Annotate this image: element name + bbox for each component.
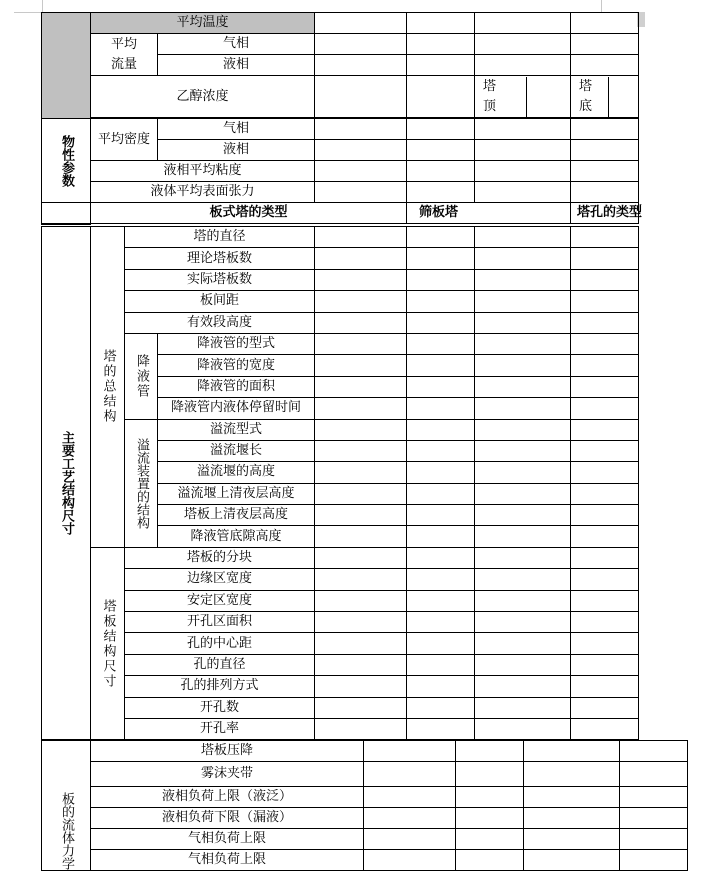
overflow-item: 塔板上清夜层高度 xyxy=(158,505,315,526)
cell[interactable] xyxy=(475,248,571,269)
cell[interactable] xyxy=(407,13,475,34)
cell[interactable] xyxy=(475,718,571,739)
liq-viscosity-label: 液相平均粘度 xyxy=(91,161,315,182)
plate-item: 孔的直径 xyxy=(125,654,315,675)
cell[interactable] xyxy=(620,741,688,762)
hydro-item: 塔板压降 xyxy=(91,741,364,762)
cell[interactable] xyxy=(475,569,571,590)
cell[interactable] xyxy=(524,741,620,762)
overall-label xyxy=(91,227,125,548)
cell[interactable] xyxy=(571,547,639,568)
cell[interactable] xyxy=(407,676,475,697)
cell[interactable] xyxy=(315,440,407,461)
hydro-table xyxy=(41,740,688,871)
cell[interactable] xyxy=(571,140,639,161)
cell[interactable] xyxy=(315,633,407,654)
cell[interactable] xyxy=(407,291,475,312)
cell[interactable] xyxy=(407,654,475,675)
cell[interactable] xyxy=(475,119,571,140)
cell[interactable] xyxy=(407,140,475,161)
cell[interactable] xyxy=(475,227,571,248)
cell[interactable] xyxy=(571,333,639,354)
cell[interactable] xyxy=(571,355,639,376)
hydro-section-text: 板的流体力学 xyxy=(59,792,74,870)
cell[interactable] xyxy=(620,762,688,787)
sieve-label: 筛板塔 xyxy=(407,203,571,224)
cell[interactable] xyxy=(571,697,639,718)
cell[interactable] xyxy=(475,654,571,675)
cell[interactable] xyxy=(571,13,639,34)
cell[interactable] xyxy=(475,34,571,55)
cell[interactable] xyxy=(571,633,639,654)
cell[interactable] xyxy=(524,808,620,829)
liquid-label: 液相 xyxy=(158,55,315,76)
cell[interactable] xyxy=(571,269,639,290)
cell[interactable] xyxy=(571,440,639,461)
hydro-item: 气相负荷上限 xyxy=(91,829,364,850)
cell[interactable] xyxy=(456,850,524,871)
cell[interactable] xyxy=(475,376,571,397)
hydro-item: 液相负荷上限（液泛） xyxy=(91,787,364,808)
cell[interactable] xyxy=(475,676,571,697)
cell[interactable] xyxy=(315,376,407,397)
cell[interactable] xyxy=(407,55,475,76)
cell[interactable] xyxy=(315,161,407,182)
cell[interactable] xyxy=(407,526,475,547)
avg-density-label: 平均密度 xyxy=(91,119,158,161)
overflow-item: 溢流型式 xyxy=(158,419,315,440)
surf-tension-label: 液体平均表面张力 xyxy=(91,182,315,203)
plate-item: 孔的中心距 xyxy=(125,633,315,654)
cell[interactable] xyxy=(407,333,475,354)
cell[interactable] xyxy=(475,419,571,440)
cell[interactable] xyxy=(407,547,475,568)
overflow-item: 降液管底隙高度 xyxy=(158,526,315,547)
cell[interactable] xyxy=(407,182,475,203)
cell[interactable] xyxy=(315,505,407,526)
cell[interactable] xyxy=(364,762,456,787)
downcomer-label xyxy=(125,333,158,419)
cell[interactable] xyxy=(620,787,688,808)
cell[interactable] xyxy=(456,808,524,829)
hydro-section-label xyxy=(42,741,91,871)
design-table xyxy=(41,12,643,225)
cell[interactable] xyxy=(315,355,407,376)
cell[interactable] xyxy=(475,269,571,290)
overflow-label xyxy=(125,419,158,547)
avg-flow-text: 平均流量 xyxy=(110,36,137,72)
props-blank-cell xyxy=(42,13,91,119)
cell[interactable] xyxy=(571,718,639,739)
cell[interactable] xyxy=(407,269,475,290)
cell[interactable] xyxy=(571,398,639,419)
cell[interactable] xyxy=(315,462,407,483)
cell[interactable] xyxy=(571,612,639,633)
cell[interactable] xyxy=(475,333,571,354)
plate-item: 孔的排列方式 xyxy=(125,676,315,697)
gas-label: 气相 xyxy=(158,119,315,140)
cell[interactable] xyxy=(407,462,475,483)
structure-section-text: 主要工艺结构尺寸 xyxy=(59,431,74,536)
cell[interactable] xyxy=(475,55,571,76)
cell[interactable] xyxy=(571,227,639,248)
props-section-label xyxy=(42,119,91,203)
cell[interactable] xyxy=(620,808,688,829)
cell[interactable] xyxy=(571,161,639,182)
plate-item: 安定区宽度 xyxy=(125,590,315,611)
structure-item: 理论塔板数 xyxy=(125,248,315,269)
cell[interactable] xyxy=(364,787,456,808)
cell[interactable] xyxy=(571,654,639,675)
cell[interactable] xyxy=(571,312,639,333)
cell[interactable] xyxy=(407,590,475,611)
downcomer-item: 降液管的面积 xyxy=(158,376,315,397)
cell[interactable] xyxy=(315,140,407,161)
cell[interactable] xyxy=(571,676,639,697)
overflow-item: 溢流堰长 xyxy=(158,440,315,461)
avg-temp-label: 平均温度 xyxy=(91,13,315,34)
plate-type-label: 板式塔的类型 xyxy=(91,203,407,224)
cell[interactable] xyxy=(315,333,407,354)
cell[interactable] xyxy=(571,569,639,590)
cell[interactable] xyxy=(475,547,571,568)
cell[interactable] xyxy=(315,590,407,611)
cell[interactable] xyxy=(571,462,639,483)
cell[interactable] xyxy=(315,34,407,55)
structure-table xyxy=(41,226,639,740)
overall-text: 塔的总结构 xyxy=(100,349,116,425)
props-section-text: 物性参数 xyxy=(59,134,74,187)
cell[interactable] xyxy=(407,76,475,118)
cell[interactable] xyxy=(315,483,407,504)
cell[interactable] xyxy=(315,718,407,739)
cell[interactable] xyxy=(475,633,571,654)
cell[interactable] xyxy=(315,269,407,290)
cell[interactable] xyxy=(571,419,639,440)
top-cell[interactable] xyxy=(475,76,571,118)
cell[interactable] xyxy=(475,312,571,333)
page-corner-left xyxy=(14,0,43,13)
cell[interactable] xyxy=(475,291,571,312)
cell[interactable] xyxy=(315,654,407,675)
cell[interactable] xyxy=(475,526,571,547)
structure-item: 板间距 xyxy=(125,291,315,312)
cell[interactable] xyxy=(524,829,620,850)
cell[interactable] xyxy=(620,829,688,850)
cell[interactable] xyxy=(315,76,407,118)
cell[interactable] xyxy=(315,312,407,333)
cell[interactable] xyxy=(407,227,475,248)
cell[interactable] xyxy=(407,398,475,419)
plate-item: 开孔数 xyxy=(125,697,315,718)
cell[interactable] xyxy=(315,119,407,140)
cell[interactable] xyxy=(407,419,475,440)
cell[interactable] xyxy=(456,787,524,808)
cell[interactable] xyxy=(407,248,475,269)
cell[interactable] xyxy=(571,55,639,76)
cell[interactable] xyxy=(315,291,407,312)
cell[interactable] xyxy=(407,376,475,397)
cell[interactable] xyxy=(475,483,571,504)
cell[interactable] xyxy=(364,850,456,871)
cell[interactable] xyxy=(475,140,571,161)
cell[interactable] xyxy=(315,182,407,203)
bottom-label xyxy=(571,77,609,117)
cell[interactable] xyxy=(456,762,524,787)
top-label xyxy=(475,77,527,117)
cell[interactable] xyxy=(407,161,475,182)
cell[interactable] xyxy=(571,182,639,203)
cell[interactable] xyxy=(315,398,407,419)
plate-item: 开孔区面积 xyxy=(125,612,315,633)
cell[interactable] xyxy=(315,676,407,697)
cell[interactable] xyxy=(407,483,475,504)
cell[interactable] xyxy=(407,612,475,633)
cell[interactable] xyxy=(571,119,639,140)
cell[interactable] xyxy=(475,505,571,526)
structure-section-label xyxy=(42,227,91,740)
structure-item: 实际塔板数 xyxy=(125,269,315,290)
cell[interactable] xyxy=(315,419,407,440)
cell[interactable] xyxy=(315,569,407,590)
cell[interactable] xyxy=(475,462,571,483)
plate-item: 边缘区宽度 xyxy=(125,569,315,590)
hydro-item: 液相负荷下限（漏液） xyxy=(91,808,364,829)
cell[interactable] xyxy=(524,762,620,787)
cell[interactable] xyxy=(620,850,688,871)
plate-item: 开孔率 xyxy=(125,718,315,739)
cell[interactable] xyxy=(571,483,639,504)
plate-item: 塔板的分块 xyxy=(125,547,315,568)
cell[interactable] xyxy=(315,248,407,269)
cell[interactable] xyxy=(407,440,475,461)
cell[interactable] xyxy=(315,55,407,76)
cell[interactable] xyxy=(364,829,456,850)
bottom-text: 塔底 xyxy=(579,78,593,114)
cell[interactable] xyxy=(407,355,475,376)
cell[interactable] xyxy=(456,741,524,762)
cell[interactable] xyxy=(571,376,639,397)
structure-item: 塔的直径 xyxy=(125,227,315,248)
cell[interactable] xyxy=(475,440,571,461)
cell[interactable] xyxy=(475,612,571,633)
cell[interactable] xyxy=(407,505,475,526)
downcomer-item: 降液管的宽度 xyxy=(158,355,315,376)
header-blank xyxy=(42,203,91,224)
cell[interactable] xyxy=(475,355,571,376)
cell[interactable] xyxy=(407,119,475,140)
cell[interactable] xyxy=(407,633,475,654)
plate-text: 塔板结构尺寸 xyxy=(100,598,116,689)
bottom-cell[interactable] xyxy=(571,76,639,118)
overflow-item: 溢流堰上清夜层高度 xyxy=(158,483,315,504)
cell[interactable] xyxy=(475,590,571,611)
cell[interactable] xyxy=(364,808,456,829)
overflow-text: 溢流装置的结构 xyxy=(134,437,149,529)
cell[interactable] xyxy=(571,34,639,55)
cell[interactable] xyxy=(315,13,407,34)
cell[interactable] xyxy=(407,718,475,739)
cell[interactable] xyxy=(475,398,571,419)
structure-item: 有效段高度 xyxy=(125,312,315,333)
avg-flow-label xyxy=(91,34,158,76)
downcomer-text: 降液管 xyxy=(134,353,149,399)
cell[interactable] xyxy=(571,505,639,526)
cell[interactable] xyxy=(407,697,475,718)
cell[interactable] xyxy=(407,34,475,55)
gas-label: 气相 xyxy=(158,34,315,55)
ethanol-label: 乙醇浓度 xyxy=(91,76,315,118)
cell[interactable] xyxy=(524,787,620,808)
cell[interactable] xyxy=(407,569,475,590)
cell[interactable] xyxy=(571,526,639,547)
cell[interactable] xyxy=(407,312,475,333)
hole-type-label: 塔孔的类型 xyxy=(571,203,639,224)
cell[interactable] xyxy=(315,526,407,547)
cell[interactable] xyxy=(315,547,407,568)
cell[interactable] xyxy=(475,161,571,182)
cell[interactable] xyxy=(571,590,639,611)
downcomer-item: 降液管内液体停留时间 xyxy=(158,398,315,419)
cell[interactable] xyxy=(475,697,571,718)
cell[interactable] xyxy=(315,227,407,248)
hydro-item: 气相负荷上限 xyxy=(91,850,364,871)
liquid-label: 液相 xyxy=(158,140,315,161)
cell[interactable] xyxy=(315,697,407,718)
top-text: 塔顶 xyxy=(483,78,497,114)
cell[interactable] xyxy=(315,612,407,633)
cell[interactable] xyxy=(571,291,639,312)
cell[interactable] xyxy=(475,182,571,203)
cell[interactable] xyxy=(524,850,620,871)
overflow-item: 溢流堰的高度 xyxy=(158,462,315,483)
cell[interactable] xyxy=(571,248,639,269)
plate-label xyxy=(91,547,125,740)
cell[interactable] xyxy=(475,13,571,34)
cell[interactable] xyxy=(456,829,524,850)
downcomer-item: 降液管的型式 xyxy=(158,333,315,354)
hydro-item: 雾沫夹带 xyxy=(91,762,364,787)
cell[interactable] xyxy=(364,741,456,762)
